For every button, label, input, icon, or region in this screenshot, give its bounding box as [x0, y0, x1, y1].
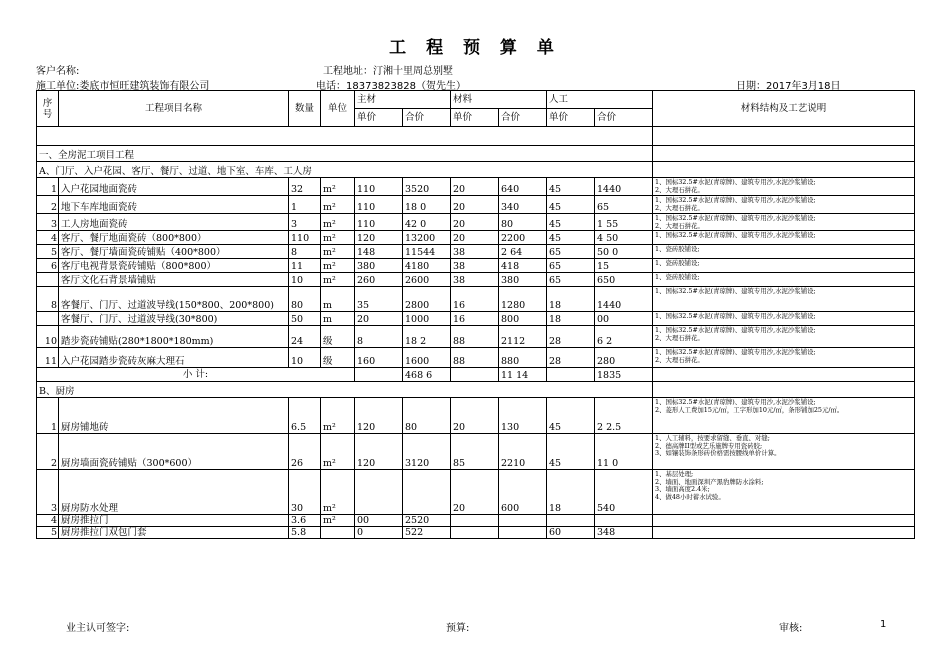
header-qty: 数量 — [289, 91, 321, 127]
item-name: 客厅、餐厅地面瓷砖（800*800） — [59, 231, 289, 245]
labor-unit-price: 18 — [547, 312, 595, 326]
item-name: 地下车库地面瓷砖 — [59, 196, 289, 214]
item-qty: 30 — [289, 470, 321, 515]
project-address: 工程地址：汀湘十里周总别墅 — [323, 66, 453, 77]
item-qty: 32 — [289, 178, 321, 196]
row-index: 3 — [37, 214, 59, 231]
main-total: 18 2 — [403, 326, 451, 348]
material-unit-price: 20 — [451, 214, 499, 231]
main-total: 3120 — [403, 434, 451, 470]
item-desc: 1、国标32.5#水泥(青琼牌)、建筑专用沙,水泥沙浆铺设; 2、大理石拼花。 — [653, 214, 915, 231]
material-total: 2200 — [499, 231, 547, 245]
item-qty: 110 — [289, 231, 321, 245]
table-row — [37, 515, 915, 527]
header-desc: 材料结构及工艺说明 — [653, 91, 915, 127]
section-a-title: A、门厅、入户花园、客厅、餐厅、过道、地下室、车库、工人房 — [37, 162, 653, 178]
item-qty: 80 — [289, 287, 321, 312]
labor-total: 2 2.5 — [595, 398, 653, 434]
main-total: 11544 — [403, 245, 451, 259]
main-unit-price: 148 — [355, 245, 403, 259]
item-name: 客厅电视背景瓷砖铺贴（800*800） — [59, 259, 289, 273]
material-unit-price: 38 — [451, 245, 499, 259]
item-name: 厨房防水处理 — [59, 470, 289, 515]
row-index: 5 — [37, 245, 59, 259]
item-unit: m² — [321, 245, 355, 259]
item-desc — [653, 527, 915, 539]
main-total: 1000 — [403, 312, 451, 326]
item-name: 踏步瓷砖铺贴(280*1800*180mm) — [59, 326, 289, 348]
subtotal-label: 小 计: — [37, 368, 355, 382]
item-desc: 1、瓷砖胶铺设; — [653, 273, 915, 287]
labor-total: 348 — [595, 527, 653, 539]
section-row — [37, 162, 915, 178]
table-row — [37, 434, 915, 470]
header-unit: 单位 — [321, 91, 355, 127]
main-total: 4180 — [403, 259, 451, 273]
section-row — [37, 146, 915, 162]
table-row — [37, 398, 915, 434]
material-total: 800 — [499, 312, 547, 326]
item-unit: 级 — [321, 348, 355, 368]
row-index: 4 — [37, 515, 59, 527]
material-total: 2210 — [499, 434, 547, 470]
header-labor: 人工 — [547, 91, 653, 109]
material-total: 640 — [499, 178, 547, 196]
row-index: 2 — [37, 434, 59, 470]
main-unit-price: 120 — [355, 231, 403, 245]
main-total: 13200 — [403, 231, 451, 245]
item-unit: m² — [321, 434, 355, 470]
row-index: 11 — [37, 348, 59, 368]
main-total: 3520 — [403, 178, 451, 196]
material-total: 80 — [499, 214, 547, 231]
item-qty: 6.5 — [289, 398, 321, 434]
header-main-total: 合价 — [403, 109, 451, 127]
table-row — [37, 259, 915, 273]
main-total: 2800 — [403, 287, 451, 312]
date: 日期：2017年3月18日 — [736, 81, 841, 92]
item-unit: m² — [321, 196, 355, 214]
item-qty: 5.8 — [289, 527, 321, 539]
labor-total: 540 — [595, 470, 653, 515]
item-desc — [653, 515, 915, 527]
item-name: 厨房墙面瓷砖铺贴（300*600） — [59, 434, 289, 470]
header-labor-total: 合价 — [595, 109, 653, 127]
labor-total: 15 — [595, 259, 653, 273]
table-row — [37, 245, 915, 259]
labor-unit-price: 45 — [547, 434, 595, 470]
material-total — [499, 527, 547, 539]
table-row — [37, 287, 915, 312]
main-unit-price: 35 — [355, 287, 403, 312]
table-row — [37, 196, 915, 214]
labor-total: 11 0 — [595, 434, 653, 470]
main-unit-price: 110 — [355, 178, 403, 196]
table-row — [37, 273, 915, 287]
main-unit-price: 0 — [355, 527, 403, 539]
material-total: 600 — [499, 470, 547, 515]
material-total — [499, 515, 547, 527]
table-row — [37, 326, 915, 348]
blank-row — [37, 127, 915, 146]
subtotal-material-total: 11 14 — [499, 368, 547, 382]
material-unit-price: 85 — [451, 434, 499, 470]
item-qty: 24 — [289, 326, 321, 348]
row-index: 1 — [37, 178, 59, 196]
main-unit-price: 8 — [355, 326, 403, 348]
labor-unit-price: 45 — [547, 398, 595, 434]
review-label: 审核: — [779, 623, 803, 634]
material-total: 880 — [499, 348, 547, 368]
row-index: 8 — [37, 287, 59, 312]
material-total: 380 — [499, 273, 547, 287]
item-name: 厨房推拉门双包门套 — [59, 527, 289, 539]
labor-total: 1 55 — [595, 214, 653, 231]
main-unit-price: 380 — [355, 259, 403, 273]
subtotal-main-total: 468 6 — [403, 368, 451, 382]
table-row — [37, 312, 915, 326]
main-total: 2600 — [403, 273, 451, 287]
subtotal-main-price — [355, 368, 403, 382]
labor-total: 6 2 — [595, 326, 653, 348]
material-total: 2112 — [499, 326, 547, 348]
main-unit-price: 260 — [355, 273, 403, 287]
header-main-unit-price: 单价 — [355, 109, 403, 127]
row-index: 3 — [37, 470, 59, 515]
section-1-title: 一、全房泥工项目工程 — [37, 146, 653, 162]
labor-total: 50 0 — [595, 245, 653, 259]
row-index: 5 — [37, 527, 59, 539]
row-index: 10 — [37, 326, 59, 348]
labor-total — [595, 515, 653, 527]
material-unit-price: 20 — [451, 398, 499, 434]
subtotal-labor-price — [547, 368, 595, 382]
table-row — [37, 231, 915, 245]
item-desc: 1、国标32.5#水泥(青琼牌)、建筑专用沙,水泥沙浆铺设; 2、菱形人工费加15元/㎡，工字形加10元/㎡，条形铺加25元/㎡。 — [653, 398, 915, 434]
item-unit: 级 — [321, 326, 355, 348]
item-unit: m² — [321, 259, 355, 273]
page-title: 工 程 预 算 单 — [389, 38, 561, 58]
item-desc: 1、国标32.5#水泥(青琼牌)、建筑专用沙,水泥沙浆铺设; — [653, 312, 915, 326]
item-unit: m — [321, 287, 355, 312]
main-unit-price: 160 — [355, 348, 403, 368]
subtotal-labor-total: 1835 — [595, 368, 653, 382]
subtotal-desc — [653, 368, 915, 382]
material-unit-price: 20 — [451, 196, 499, 214]
labor-total: 1440 — [595, 287, 653, 312]
main-total: 18 0 — [403, 196, 451, 214]
material-unit-price: 20 — [451, 231, 499, 245]
section-b-title: B、厨房 — [37, 382, 653, 398]
material-unit-price: 38 — [451, 273, 499, 287]
owner-signature-label: 业主认可签字: — [66, 623, 130, 634]
labor-unit-price: 65 — [547, 245, 595, 259]
material-total: 1280 — [499, 287, 547, 312]
page-number: 1 — [880, 619, 887, 630]
item-desc: 1、基层处理; 2、墙面、地面深圳产黑豹牌防水涂料; 3、墙面高度2.4米; 4、做48小时蓄水试验。 — [653, 470, 915, 515]
item-qty: 8 — [289, 245, 321, 259]
main-unit-price: 110 — [355, 214, 403, 231]
row-index: 2 — [37, 196, 59, 214]
item-unit: m — [321, 312, 355, 326]
item-desc: 1、国标32.5#水泥(青琼牌)、建筑专用沙,水泥沙浆铺设; 2、大理石拼花。 — [653, 326, 915, 348]
row-index: 4 — [37, 231, 59, 245]
main-unit-price — [355, 470, 403, 515]
main-unit-price: 120 — [355, 434, 403, 470]
item-desc: 1、瓷砖胶铺设; — [653, 259, 915, 273]
row-index — [37, 312, 59, 326]
client-name: 客户名称: — [36, 66, 80, 77]
labor-unit-price: 65 — [547, 259, 595, 273]
section-row — [37, 382, 915, 398]
table-row — [37, 527, 915, 539]
subtotal-row — [37, 368, 915, 382]
table-row — [37, 470, 915, 515]
header-mat-unit-price: 单价 — [451, 109, 499, 127]
item-name: 入户花园地面瓷砖 — [59, 178, 289, 196]
header-name: 工程项目名称 — [59, 91, 289, 127]
main-unit-price: 120 — [355, 398, 403, 434]
contractor: 施工单位:娄底市恒旺建筑装饰有限公司 — [36, 81, 210, 92]
main-unit-price: 00 — [355, 515, 403, 527]
labor-unit-price: 45 — [547, 214, 595, 231]
labor-unit-price: 28 — [547, 326, 595, 348]
item-name: 客餐厅、门厅、过道波导线(150*800、200*800) — [59, 287, 289, 312]
material-unit-price: 16 — [451, 312, 499, 326]
item-qty: 10 — [289, 348, 321, 368]
table-row — [37, 178, 915, 196]
material-total: 130 — [499, 398, 547, 434]
labor-unit-price: 18 — [547, 470, 595, 515]
labor-total: 650 — [595, 273, 653, 287]
item-qty: 50 — [289, 312, 321, 326]
labor-total: 4 50 — [595, 231, 653, 245]
item-name: 工人房地面瓷砖 — [59, 214, 289, 231]
material-unit-price: 20 — [451, 178, 499, 196]
labor-unit-price: 45 — [547, 178, 595, 196]
phone: 电话：18373823828（贺先生） — [316, 81, 466, 92]
labor-total: 00 — [595, 312, 653, 326]
item-qty: 26 — [289, 434, 321, 470]
header-material: 材料 — [451, 91, 547, 109]
main-total: 1600 — [403, 348, 451, 368]
material-total: 418 — [499, 259, 547, 273]
item-desc: 1、人工辅料，按要求留缝、垂直、对缝; 2、德高牌II型或艺乐施牌专用瓷砖胶; 3、如镶装饰条形砖价格需按腰线单价计算。 — [653, 434, 915, 470]
row-index: 1 — [37, 398, 59, 434]
item-unit — [321, 527, 355, 539]
main-total: 2520 — [403, 515, 451, 527]
main-total: 80 — [403, 398, 451, 434]
item-qty: 11 — [289, 259, 321, 273]
main-total: 42 0 — [403, 214, 451, 231]
labor-unit-price: 45 — [547, 196, 595, 214]
item-desc: 1、瓷砖胶铺设; — [653, 245, 915, 259]
labor-unit-price: 45 — [547, 231, 595, 245]
labor-total: 280 — [595, 348, 653, 368]
item-qty: 10 — [289, 273, 321, 287]
main-unit-price: 110 — [355, 196, 403, 214]
material-unit-price: 20 — [451, 470, 499, 515]
item-desc: 1、国标32.5#水泥(青琼牌)、建筑专用沙,水泥沙浆铺设; 2、大理石拼花。 — [653, 178, 915, 196]
row-index: 6 — [37, 259, 59, 273]
header-main-material: 主材 — [355, 91, 451, 109]
budget-table — [36, 90, 915, 539]
main-total: 522 — [403, 527, 451, 539]
item-unit: m² — [321, 178, 355, 196]
item-name: 客厅、餐厅墙面瓷砖铺贴（400*800） — [59, 245, 289, 259]
header-row — [37, 91, 915, 109]
labor-unit-price: 60 — [547, 527, 595, 539]
material-total: 340 — [499, 196, 547, 214]
item-name: 客餐厅、门厅、过道波导线(30*800) — [59, 312, 289, 326]
item-qty: 3 — [289, 214, 321, 231]
labor-unit-price: 18 — [547, 287, 595, 312]
item-name: 厨房铺地砖 — [59, 398, 289, 434]
subtotal-mat-price — [451, 368, 499, 382]
material-unit-price: 16 — [451, 287, 499, 312]
item-qty: 3.6 — [289, 515, 321, 527]
item-desc: 1、国标32.5#水泥(青琼牌)、建筑专用沙,水泥沙浆铺设; — [653, 231, 915, 245]
item-desc: 1、国标32.5#水泥(青琼牌)、建筑专用沙,水泥沙浆铺设; 2、大理石拼花。 — [653, 196, 915, 214]
item-desc: 1、国标32.5#水泥(青琼牌)、建筑专用沙,水泥沙浆铺设; — [653, 287, 915, 312]
header-mat-total: 合价 — [499, 109, 547, 127]
main-unit-price: 20 — [355, 312, 403, 326]
budget-label: 预算: — [446, 623, 470, 634]
labor-unit-price: 28 — [547, 348, 595, 368]
material-total: 2 64 — [499, 245, 547, 259]
section-b-desc — [653, 382, 915, 398]
labor-unit-price: 65 — [547, 273, 595, 287]
labor-total: 65 — [595, 196, 653, 214]
item-name: 客厅文化石背景墙铺贴 — [59, 273, 289, 287]
item-unit: m² — [321, 273, 355, 287]
material-unit-price: 38 — [451, 259, 499, 273]
labor-total: 1440 — [595, 178, 653, 196]
row-index — [37, 273, 59, 287]
item-qty: 1 — [289, 196, 321, 214]
header-index: 序号 — [37, 91, 59, 127]
material-unit-price: 88 — [451, 326, 499, 348]
labor-unit-price — [547, 515, 595, 527]
item-unit: m² — [321, 515, 355, 527]
header-labor-unit-price: 单价 — [547, 109, 595, 127]
item-unit: m² — [321, 231, 355, 245]
item-name: 入户花园踏步瓷砖灰麻大理石 — [59, 348, 289, 368]
material-unit-price — [451, 527, 499, 539]
item-name: 厨房推拉门 — [59, 515, 289, 527]
main-total — [403, 470, 451, 515]
material-unit-price — [451, 515, 499, 527]
item-unit: m² — [321, 398, 355, 434]
item-desc: 1、国标32.5#水泥(青琼牌)、建筑专用沙,水泥沙浆铺设; 2、大理石拼花。 — [653, 348, 915, 368]
material-unit-price: 88 — [451, 348, 499, 368]
table-row — [37, 348, 915, 368]
table-row — [37, 214, 915, 231]
item-unit: m² — [321, 470, 355, 515]
item-unit: m² — [321, 214, 355, 231]
